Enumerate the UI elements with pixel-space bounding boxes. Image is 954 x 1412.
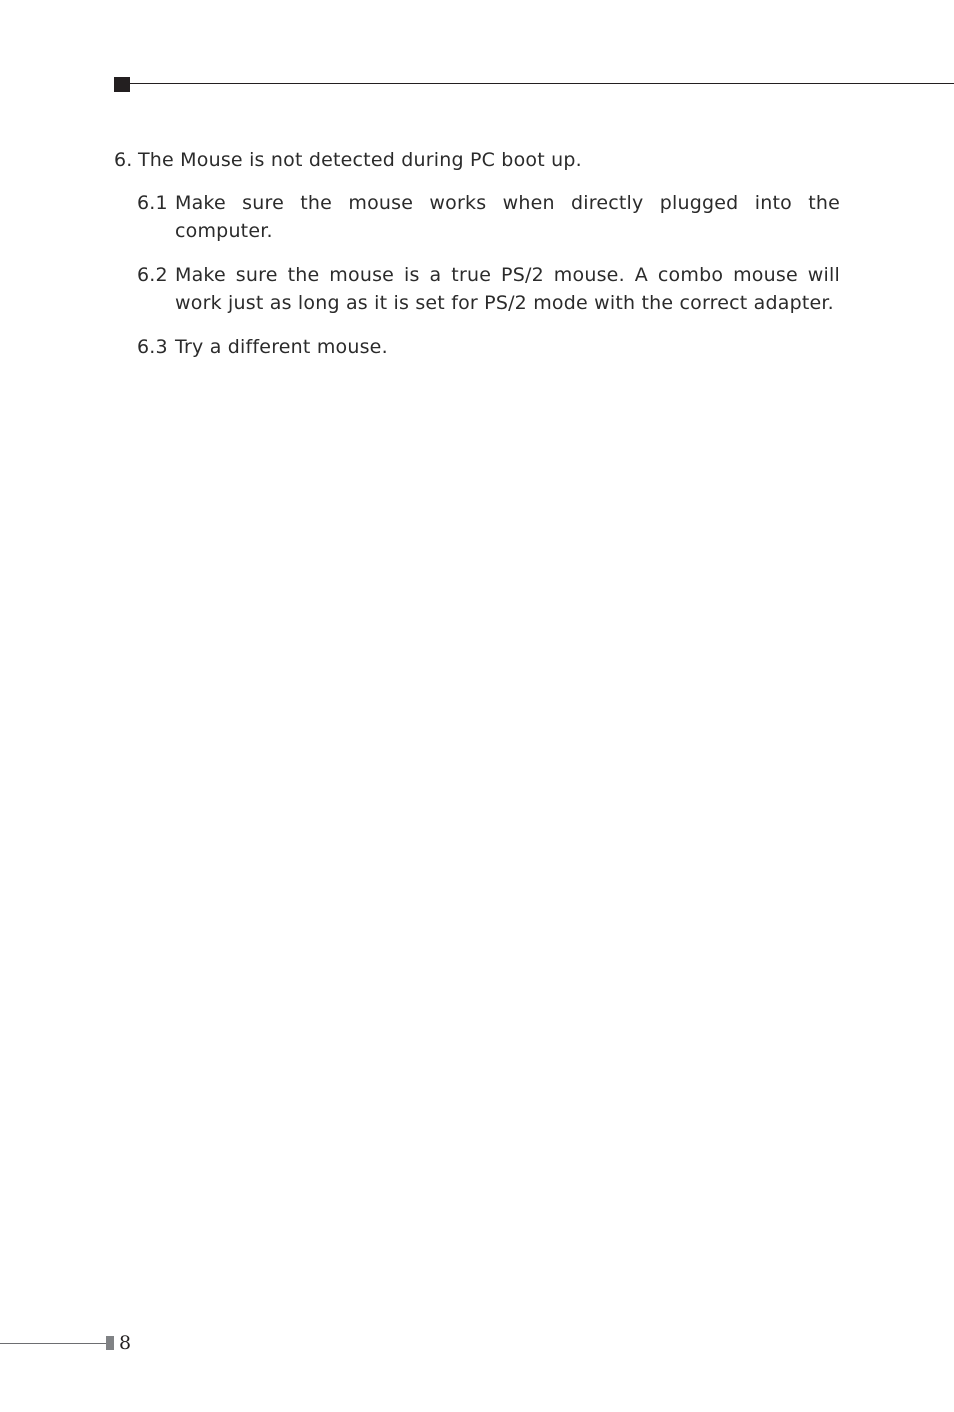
footer-rule [0,1343,106,1344]
header-rule [130,83,954,84]
sub-item-number: 6.3 [137,336,168,358]
sub-item-number: 6.2 [137,264,168,286]
page-number: 8 [119,1332,132,1354]
troubleshooting-content [114,146,840,377]
list-item-main [114,146,840,174]
header-square-marker [114,77,130,92]
sub-item-number: 6.1 [137,192,168,214]
sub-item-text: Make sure the mouse works when directly plugged into the computer. [175,192,840,242]
footer-marker [106,1336,114,1350]
sub-list-item [137,333,840,361]
sub-list-item [137,189,840,245]
sub-item-text: Make sure the mouse is a true PS/2 mouse. A combo mouse will work just as long as it is set for PS/2 mode with the correct adapter. [175,264,840,314]
sub-list [137,189,840,361]
item-title: The Mouse is not detected during PC boot up. [138,149,582,171]
sub-list-item [137,261,840,317]
sub-item-text: Try a different mouse. [175,336,388,358]
item-number: 6. [114,149,133,171]
